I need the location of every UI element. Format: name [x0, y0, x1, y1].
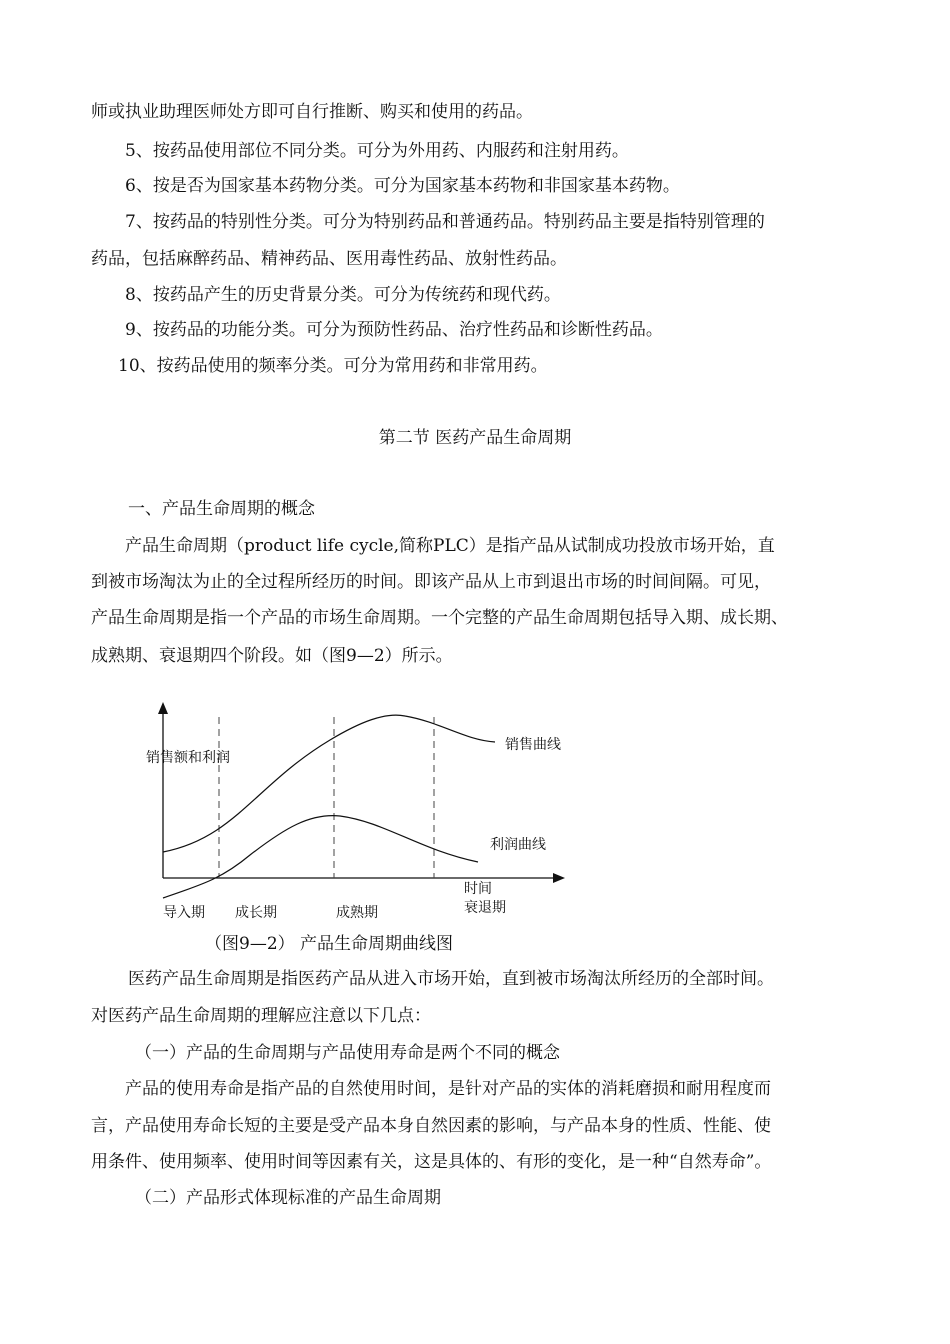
text-line: 师或执业助理医师处方即可自行推断、购买和使用的药品。 [91, 102, 533, 122]
plc-chart [0, 695, 950, 955]
text-line: 6、按是否为国家基本药物分类。可分为国家基本药物和非国家基本药物。 [125, 176, 680, 196]
stage-label-introduction: 导入期 [163, 905, 205, 921]
sub-heading: （一）产品的生命周期与产品使用寿命是两个不同的概念 [135, 1043, 560, 1063]
profit-curve [163, 816, 478, 898]
stage-label-maturity: 成熟期 [336, 905, 378, 921]
text-line: 5、按药品使用部位不同分类。可分为外用药、内服药和注射用药。 [125, 141, 629, 161]
sales-curve-label: 销售曲线 [505, 737, 561, 753]
x-axis-arrow [553, 873, 565, 883]
y-axis-label: 销售额和利润 [146, 750, 230, 766]
text-line: 成熟期、衰退期四个阶段。如（图9—2）所示。 [91, 646, 453, 666]
profit-curve-label: 利润曲线 [490, 837, 546, 853]
text-line: 对医药产品生命周期的理解应注意以下几点： [91, 1006, 431, 1026]
stage-label-decline: 衰退期 [464, 900, 506, 916]
text-line: 到被市场淘汰为止的全过程所经历的时间。即该产品从上市到退出市场的时间间隔。可见， [91, 572, 771, 592]
sub-heading: （二）产品形式体现标准的产品生命周期 [135, 1188, 441, 1208]
section-title: 第二节 医药产品生命周期 [378, 428, 572, 448]
text-line: 10、按药品使用的频率分类。可分为常用药和非常用药。 [118, 356, 548, 376]
text-line: 产品的使用寿命是指产品的自然使用时间，是针对产品的实体的消耗磨损和耐用程度而 [125, 1079, 771, 1099]
text-line: 8、按药品产生的历史背景分类。可分为传统药和现代药。 [125, 285, 561, 305]
text-line: 7、按药品的特别性分类。可分为特别药品和普通药品。特别药品主要是指特别管理的 [125, 212, 765, 232]
figure-caption: （图9—2） 产品生命周期曲线图 [205, 934, 454, 954]
x-axis-label: 时间 [464, 881, 492, 897]
text-line: 用条件、使用频率、使用时间等因素有关，这是具体的、有形的变化，是一种“自然寿命”。 [91, 1152, 772, 1172]
sales-curve [163, 715, 495, 852]
text-line: 9、按药品的功能分类。可分为预防性药品、治疗性药品和诊断性药品。 [125, 320, 663, 340]
text-line: 产品生命周期（product life cycle,简称PLC）是指产品从试制成功投放市场开始，直 [125, 536, 775, 556]
text-line: 药品，包括麻醉药品、精神药品、医用毒性药品、放射性药品。 [91, 249, 567, 269]
sub-heading: 一、产品生命周期的概念 [128, 499, 315, 519]
text-line: 医药产品生命周期是指医药产品从进入市场开始，直到被市场淘汰所经历的全部时间。 [128, 969, 774, 989]
y-axis-arrow [158, 702, 168, 714]
stage-label-growth: 成长期 [235, 905, 277, 921]
text-line: 产品生命周期是指一个产品的市场生命周期。一个完整的产品生命周期包括导入期、成长期、 [91, 608, 788, 628]
text-line: 言，产品使用寿命长短的主要是受产品本身自然因素的影响，与产品本身的性质、性能、使 [91, 1116, 771, 1136]
